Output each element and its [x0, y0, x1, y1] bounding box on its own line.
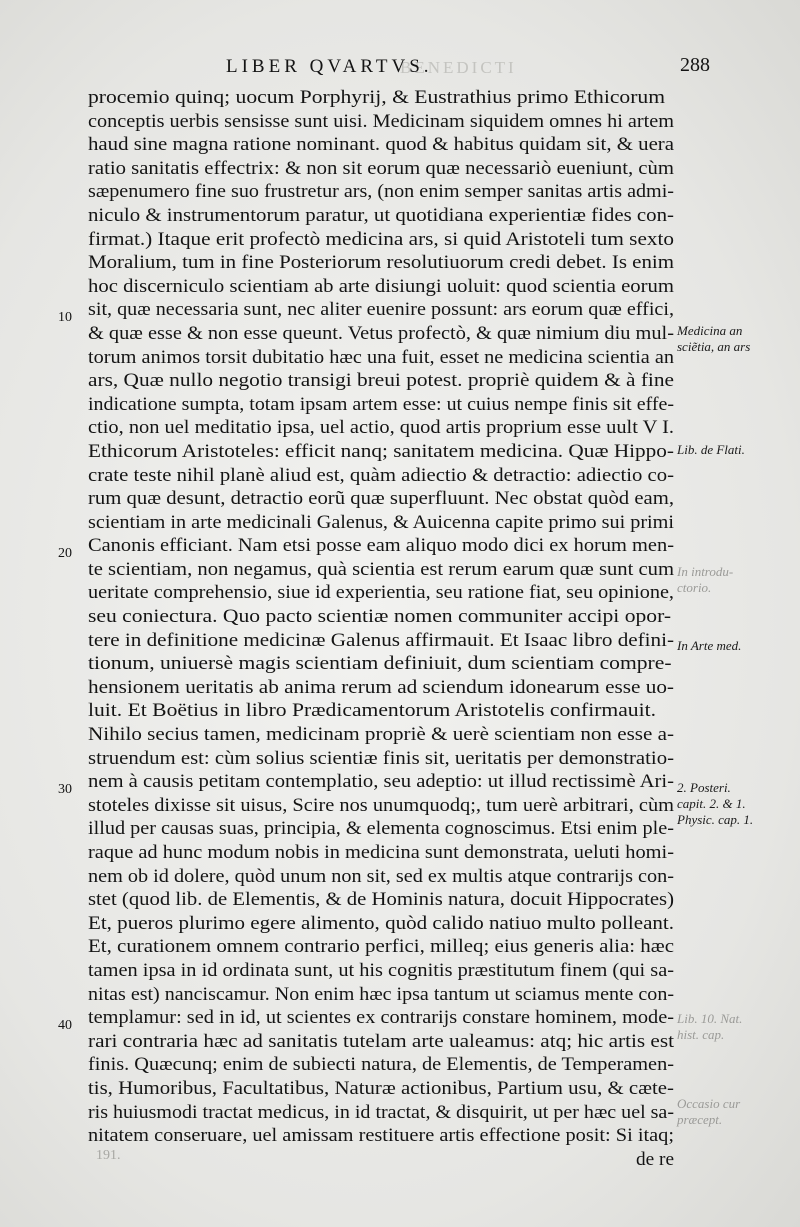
text-line: scientiam in arte medicinali Galenus, & Auicenna capite primo sui primi: [88, 511, 674, 533]
margin-note-introductorio: In introdu-: [677, 564, 734, 579]
text-line: raque ad hunc modum nobis in medicina sunt demonstrata, ueluti homi-: [88, 842, 674, 863]
text-line: ueritate comprehensio, siue id experientia, seu ratione fiat, seu opinione,: [88, 582, 674, 604]
text-line: ris huiusmodi tractat medicus, in id tractat, & disquirit, ut per hæc uel sa-: [88, 1101, 674, 1123]
text-line: torum animos torsit dubitatio hæc una fuit, esset ne medicina scientia an: [88, 346, 674, 368]
text-line: struendum est: cùm solius scientiæ finis sit, ueritatis per demonstratio-: [88, 747, 674, 769]
text-line: nitas est) nanciscamur. Non enim hæc ipsa tantum ut sciamus mente con-: [88, 983, 674, 1005]
text-line: stet (quod lib. de Elementis, & de Hominis natura, docuit Hippocrates): [88, 889, 674, 911]
text-line: Moralium, tum in fine Posteriorum resolutiuorum credi debet. Is enim: [88, 252, 674, 274]
line-number-40: 40: [58, 1018, 72, 1033]
text-line: nem à causis petitam contemplatio, seu adeptio: ut illud rectissimè Ari-: [88, 771, 674, 793]
text-line: illud per causas suas, principia, & elementa cognoscimus. Etsi enim ple-: [88, 818, 674, 840]
bleed-through-header: BENEDICTI: [400, 58, 517, 77]
text-line: nitatem conseruare, uel amissam restituere artis effectione posit: Si itaq;: [88, 1125, 674, 1147]
line-number-20: 20: [58, 546, 72, 561]
text-line: tamen ipsa in id ordinata sunt, ut his cognitis præstitutum finem (qui sa-: [88, 959, 674, 981]
margin-note-introductorio-2: ctorio.: [677, 580, 712, 595]
margin-note-occasio: Occasio cur: [677, 1096, 741, 1111]
text-line: sit, quæ necessaria sunt, nec aliter euenire possunt: ars eorum quæ effici,: [88, 299, 674, 321]
page-header: [226, 56, 746, 86]
text-line: Canonis efficiant. Nam etsi posse eam aliquo modo dici ex horum men-: [88, 535, 674, 557]
text-line: Et, pueros plurimo egere alimento, quòd calido natiuo multo polleant.: [88, 912, 674, 934]
text-line: & quæ esse & non esse queunt. Vetus profectò, & quæ nimium diu mul-: [88, 322, 675, 344]
text-line: templamur: sed in id, ut scientes ex contrarijs constare hominem, mode-: [88, 1007, 674, 1029]
running-head: LIBER QVARTVS.: [226, 56, 433, 77]
margin-note-hom-nat-2: hist. cap.: [677, 1027, 725, 1042]
line-number-30: 30: [58, 782, 72, 797]
text-line: tis, Humoribus, Facultatibus, Naturæ actionibus, Partium usu, & cæte-: [88, 1077, 674, 1099]
text-line: hensionem ueritatis ab anima rerum ad sciendum idonearum esse uo-: [88, 676, 674, 698]
text-line: stoteles dixisse sit uisus, Scire nos unumquodq;, tum uerè arbitrari, cùm: [88, 794, 674, 816]
text-line: procemio quinq; uocum Porphyrij, & Eustrathius primo Ethicorum: [88, 87, 665, 108]
text-line: niculo & instrumentorum paratur, ut quotidiana experientiæ fides con-: [88, 204, 674, 226]
text-line: finis. Quæcunq; enim de subiecti natura, de Elementis, de Temperamen-: [88, 1054, 674, 1076]
page-number: 288: [680, 54, 710, 76]
text-line: crate teste nihil planè aliud est, quàm adiectio & detractio: adiectio co-: [88, 464, 674, 486]
text-line: ctio, non uel meditatio ipsa, uel actio, quod artis proprium esse uult V I.: [88, 417, 674, 439]
text-line: luit. Et Boëtius in libro Prædicamentorum Aristotelis confirmauit.: [88, 700, 657, 722]
text-line: indicatione sumpta, totam ipsam artem esse: ut cuius nempe finis sit effe-: [88, 393, 674, 415]
text-line: conceptis uerbis sensisse sunt uisi. Medicinam siquidem omnes hi artem: [88, 110, 674, 132]
margin-note-hom-nat: Lib. 10. Nat.: [677, 1011, 743, 1026]
text-line: hoc discerniculo scientiam ab arte disiungi uoluit: quod scientia eorum: [88, 275, 674, 297]
margin-note-physic: Physic. cap. 1.: [677, 812, 754, 827]
text-line: ratio sanitatis effectrix: & non sit eorum quæ necessariò eueniunt, cùm: [88, 157, 674, 179]
text-line: Ethicorum Aristoteles: efficit nanq; sanitatem medicina. Quæ Hippo-: [88, 440, 674, 462]
text-line: Et, curationem omnem contrario perfici, milleq; eius generis alia: hæc: [88, 936, 674, 958]
margin-note-arte-med: In Arte med.: [677, 638, 742, 653]
margin-note-occasio-2: præcept.: [677, 1112, 723, 1127]
text-line: te scientiam, non negamus, quà scientia est rerum earum quæ sunt cum: [88, 558, 674, 580]
margin-note-capit: capit. 2. & 1.: [677, 796, 746, 811]
text-line: rum quæ desunt, detractio eorũ quæ superfluunt. Nec obstat quòd eam,: [88, 488, 674, 510]
text-line: tionum, uniuersè magis scientiam definiuit, dum scientiam compre-: [88, 653, 672, 675]
bleed-through-foot: 191.: [96, 1148, 121, 1163]
margin-note-flati: Lib. de Flati.: [677, 442, 745, 457]
text-line: haud sine magna ratione nominant. quod & habitus quidam sit, & uera: [88, 134, 674, 156]
text-line: nem ob id dolere, quòd unum non sit, sed ex multis atque contrarijs con-: [88, 865, 674, 887]
text-line: sæpenumero fine suo frustretur ars, (non enim semper sanitas artis admi-: [88, 181, 674, 203]
margin-note-medicina: Medicina an: [677, 323, 743, 338]
margin-note-posteri: 2. Posteri.: [677, 780, 731, 795]
text-line: seu coniectura. Quo pacto scientiæ nomen communiter accipi opor-: [88, 606, 672, 628]
margin-note-scientia: sciẽtia, an ars: [677, 339, 751, 354]
text-line: Nihilo secius tamen, medicinam propriè & uerè scientiam non esse a-: [88, 724, 674, 746]
line-number-10: 10: [58, 310, 72, 325]
text-line: ars, Quæ nullo negotio transigi breui potest. propriè quidem & à fine: [88, 370, 674, 392]
text-line: rari contraria hæc ad sanitatis tutelam arte ualeamus: atq; hic artis est: [88, 1030, 674, 1052]
body-text: [88, 86, 674, 1171]
text-line: de re: [636, 1148, 674, 1170]
text-line: firmat.) Itaque erit profectò medicina ars, si quid Aristoteli tum sexto: [88, 228, 674, 250]
text-line: tere in definitione medicinæ Galenus affirmauit. Et Isaac libro defini-: [88, 629, 674, 651]
